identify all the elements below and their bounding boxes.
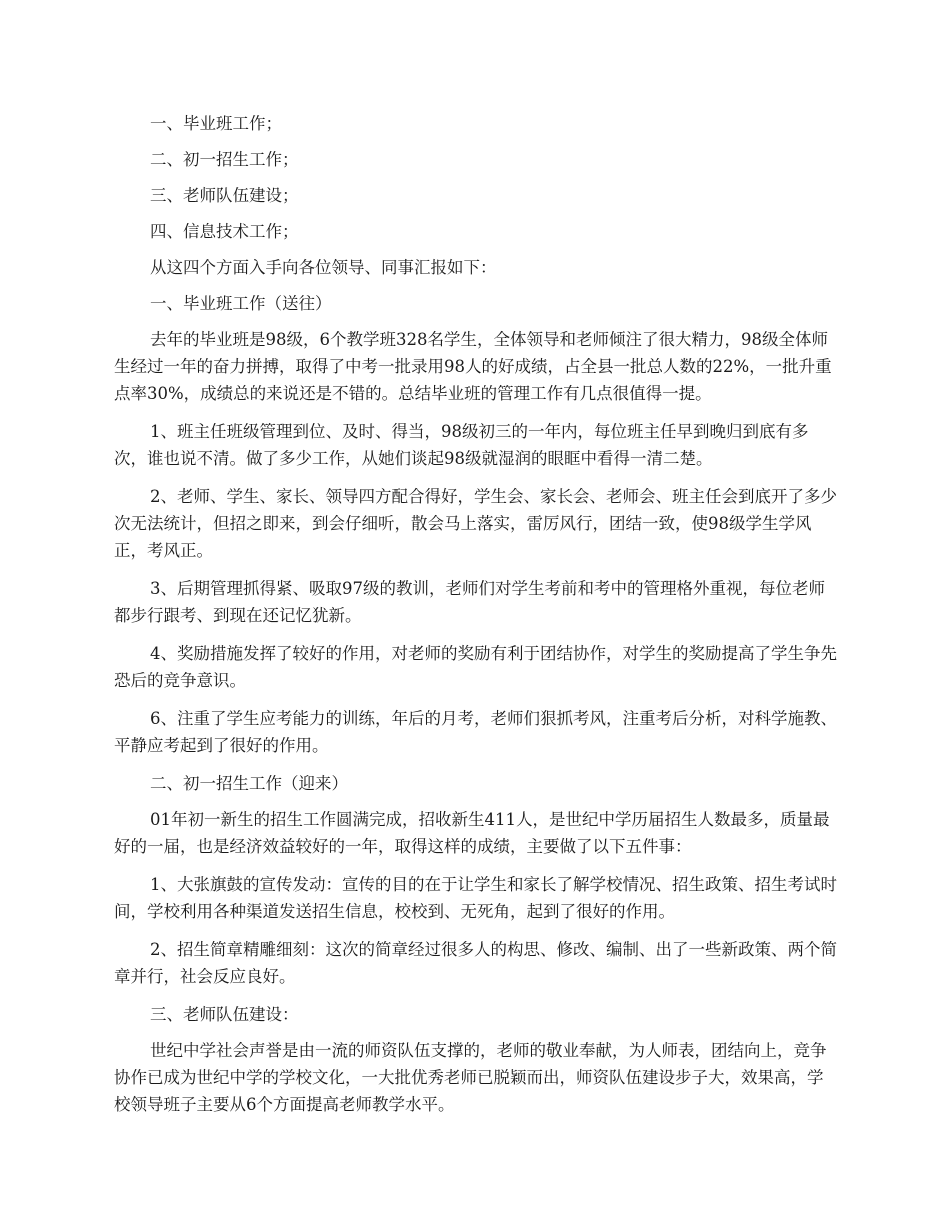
section-3-paragraph: 世纪中学社会声誉是由一流的师资队伍支撑的，老师的敬业奉献，为人师表，团结向上，竞争协作已成为世纪中学的学校文化，一大批优秀老师已脱颖而出，师资队伍建设步子大，效果高，学校领导班子主要从6个方面提高老师教学水平。 [114,1041,827,1114]
section-2-paragraph: 01年初一新生的招生工作圆满完成，招收新生411人，是世纪中学历届招生人数最多，质量最好的一届，也是经济效益较好的一年，取得这样的成绩，主要做了以下五件事： [114,810,830,856]
section-1-point-2: 2、老师、学生、家长、领导四方配合得好，学生会、家长会、老师会、班主任会到底开了多少次无法统计，但招之即来，到会仔细听，散会马上落实，雷厉风行，团结一致，使98级学生学风正，考风正。 [114,487,837,560]
section-2-heading: 二、初一招生工作（迎来） [150,774,348,793]
section-1-heading: 一、毕业班工作（送往） [150,294,332,313]
section-1-point-6: 6、注重了学生应考能力的训练，年后的月考，老师们狠抓考风，注重考后分析，对科学施教、平静应考起到了很好的作用。 [114,709,837,755]
outline-item-4: 四、信息技术工作； [150,222,299,241]
section-1-paragraph: 去年的毕业班是98级，6个教学班328名学生，全体领导和老师倾注了很大精力，98级全体师生经过一年的奋力拼搏，取得了中考一批录用98人的好成绩，占全县一批总人数的22%，一批升重点率30%，成绩总的来说还是不错的。总结毕业班的管理工作有几点很值得一提。 [114,330,832,403]
intro-sentence: 从这四个方面入手向各位领导、同事汇报如下： [150,258,497,277]
outline-item-3: 三、老师队伍建设； [150,186,299,205]
document-body [114,110,838,1129]
outline-item-1: 一、毕业班工作； [150,114,282,133]
section-1-point-4: 4、奖励措施发挥了较好的作用，对老师的奖励有利于团结协作，对学生的奖励提高了学生争先恐后的竞争意识。 [114,644,837,690]
section-1-point-3: 3、后期管理抓得紧、吸取97级的教训，老师们对学生考前和考中的管理格外重视，每位老师都步行跟考、到现在还记忆犹新。 [114,579,825,625]
outline-item-2: 二、初一招生工作； [150,150,299,169]
section-2-point-1: 1、大张旗鼓的宣传发动：宣传的目的在于让学生和家长了解学校情况、招生政策、招生考试时间，学校利用各种渠道发送招生信息，校校到、无死角，起到了很好的作用。 [114,875,837,921]
section-2-point-2: 2、招生简章精雕细刻：这次的简章经过很多人的构思、修改、编制、出了一些新政策、两个简章并行，社会反应良好。 [114,940,837,986]
section-3-heading: 三、老师队伍建设： [150,1005,299,1024]
section-1-point-1: 1、班主任班级管理到位、及时、得当，98级初三的一年内，每位班主任早到晚归到底有多次，谁也说不清。做了多少工作，从她们谈起98级就湿润的眼眶中看得一清二楚。 [114,422,809,468]
